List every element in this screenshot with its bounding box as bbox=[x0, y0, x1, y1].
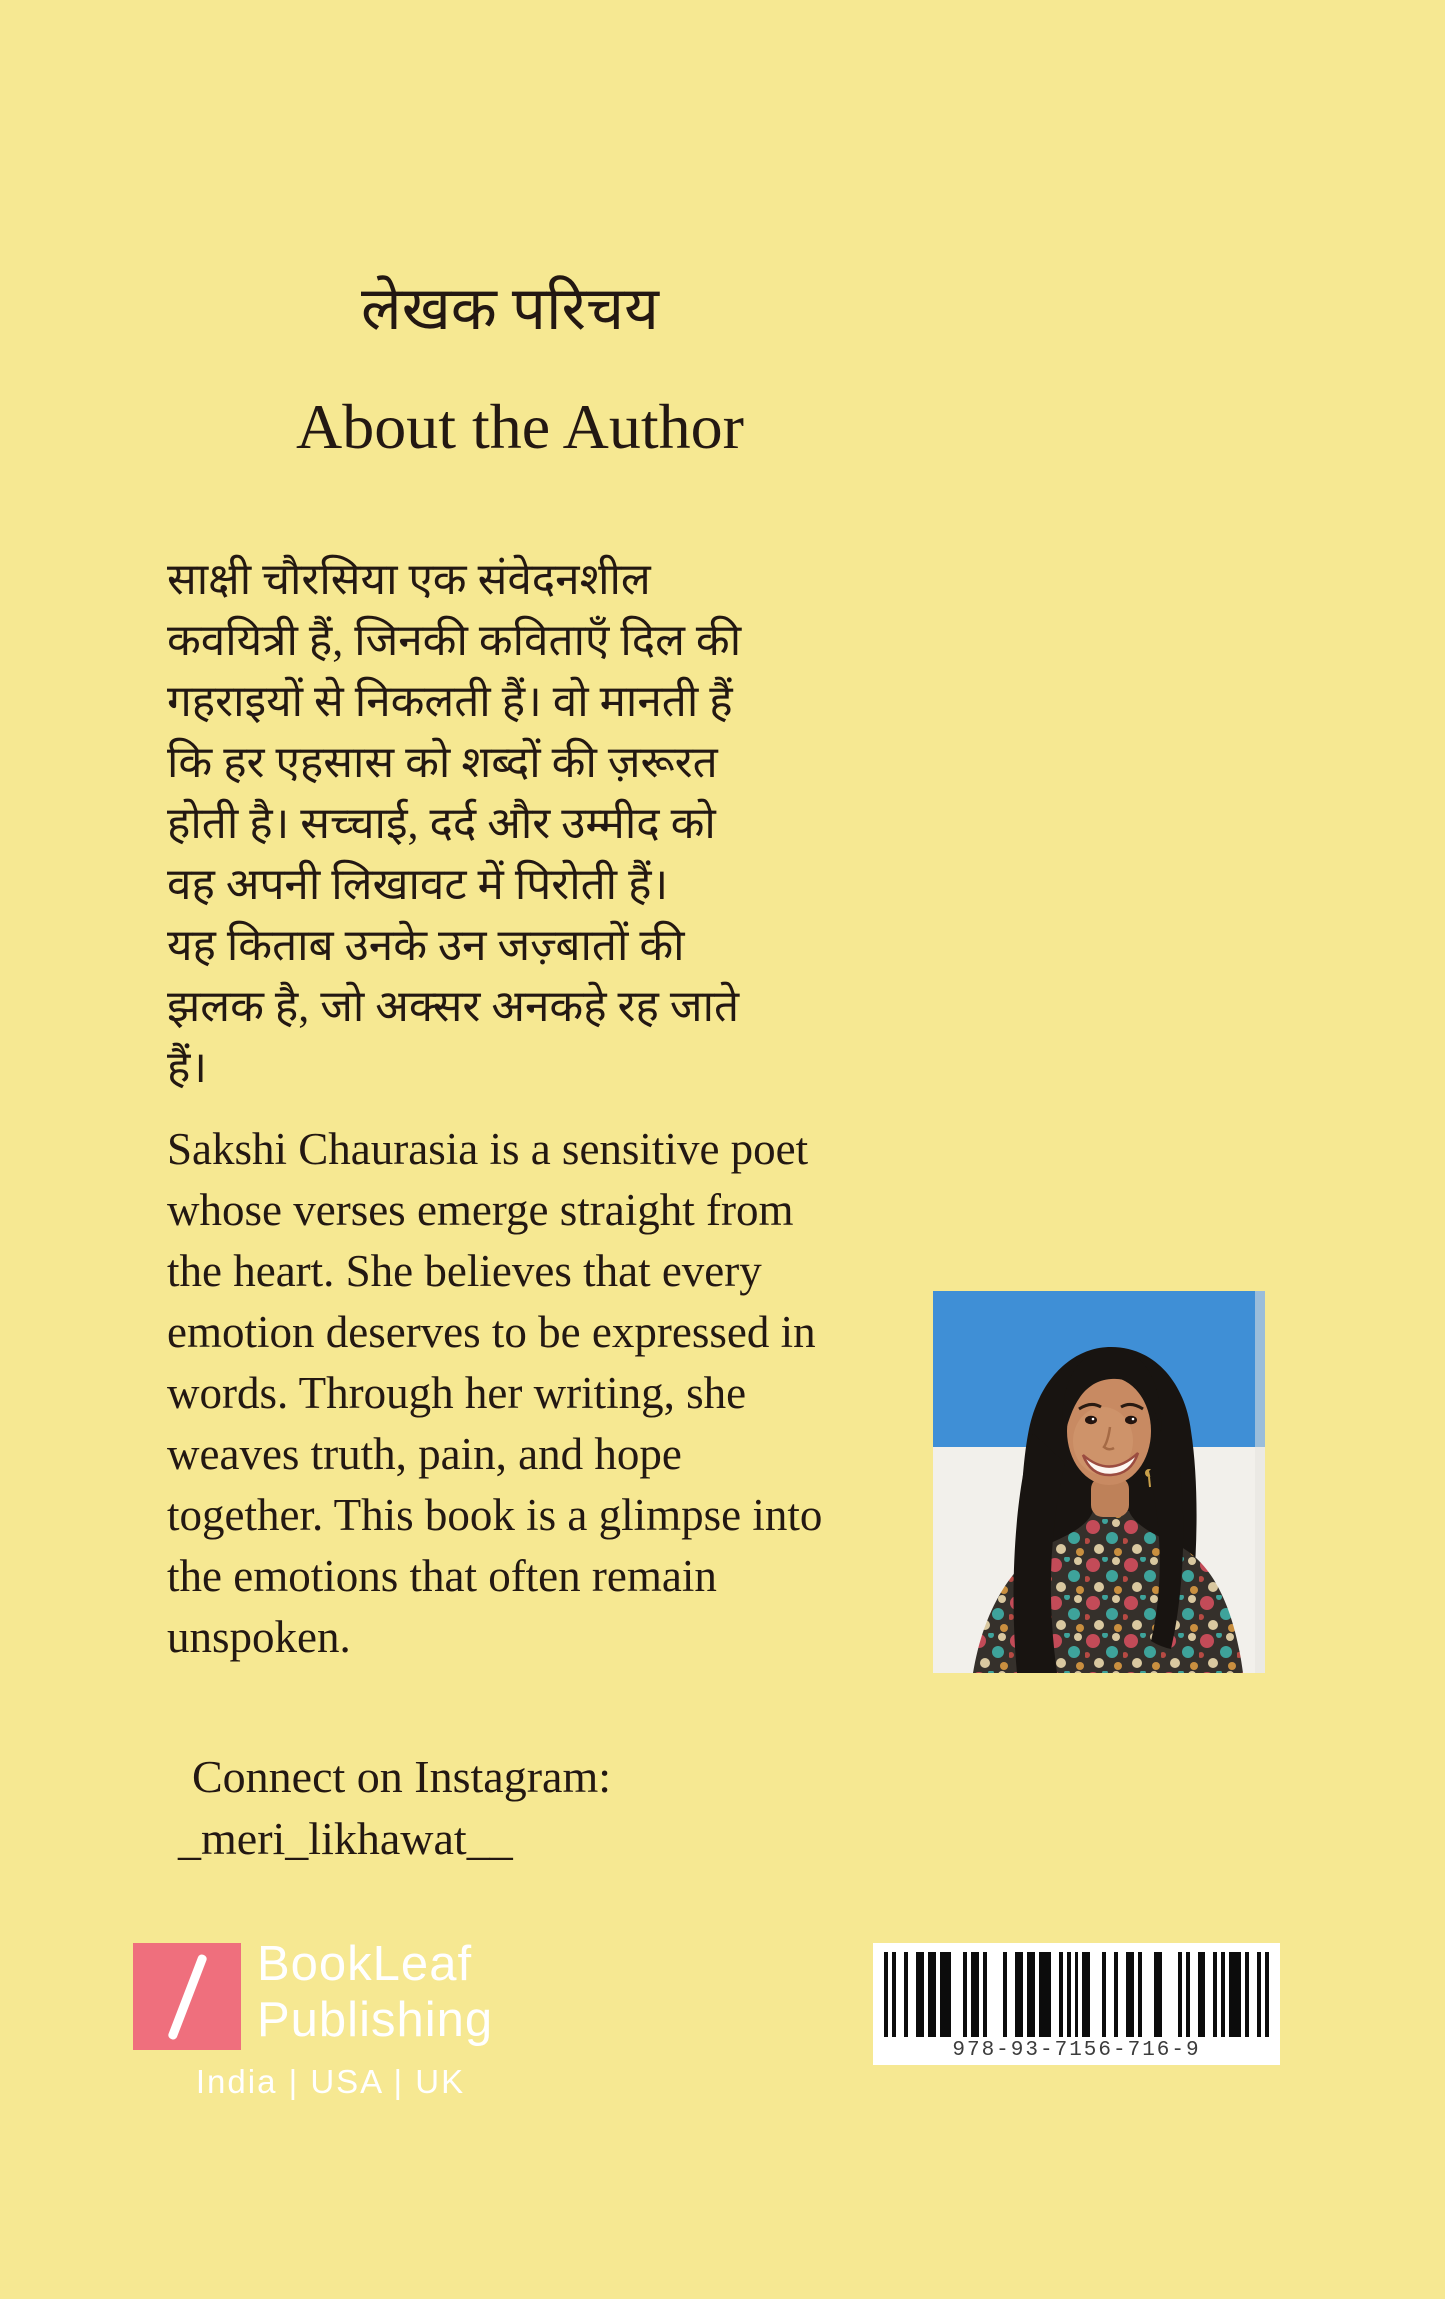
publisher-name bbox=[257, 1936, 493, 2048]
text-line: यह किताब उनके उन जज़्बातों की bbox=[167, 921, 685, 970]
eye bbox=[1085, 1416, 1097, 1424]
text-line: whose verses emerge straight from bbox=[167, 1185, 794, 1235]
text-line: the emotions that often remain bbox=[167, 1551, 717, 1601]
text-line: साक्षी चौरसिया एक संवेदनशील bbox=[167, 555, 651, 604]
author-bio-english bbox=[167, 1119, 967, 1668]
text-line: हैं। bbox=[167, 1043, 208, 1092]
text-line: होती है। सच्चाई, दर्द और उम्मीद को bbox=[167, 799, 716, 848]
page-title-english: About the Author bbox=[296, 391, 744, 462]
text-line: Sakshi Chaurasia is a sensitive poet bbox=[167, 1124, 809, 1174]
eye bbox=[1125, 1416, 1137, 1424]
author-bio-hindi bbox=[167, 549, 967, 1098]
page-title-hindi: लेखक परिचय bbox=[361, 276, 659, 342]
text-line: कि हर एहसास को शब्दों की ज़रूरत bbox=[167, 738, 718, 787]
text-line: the heart. She believes that every bbox=[167, 1246, 762, 1296]
slash-icon bbox=[167, 1953, 208, 2040]
text-line: weaves truth, pain, and hope bbox=[167, 1429, 682, 1479]
instagram-section bbox=[178, 1746, 611, 1870]
barcode-bars bbox=[884, 1952, 1269, 2037]
publisher-name-line1: BookLeaf bbox=[257, 1937, 473, 1991]
barcode-isbn-text: 978-93-7156-716-9 bbox=[952, 2039, 1201, 2062]
text-line: कवयित्री हैं, जिनकी कविताएँ दिल की bbox=[167, 616, 742, 665]
text-line: गहराइयों से निकलती हैं। वो मानती हैं bbox=[167, 677, 733, 726]
text-line: unspoken. bbox=[167, 1612, 351, 1662]
text-line: वह अपनी लिखावट में पिरोती हैं। bbox=[167, 860, 669, 909]
publisher-name-line2: Publishing bbox=[257, 1993, 494, 2047]
text-line: emotion deserves to be expressed in bbox=[167, 1307, 816, 1357]
publisher-logo bbox=[133, 1943, 241, 2050]
text-line: झलक है, जो अक्सर अनकहे रह जाते bbox=[167, 982, 740, 1031]
author-photo bbox=[933, 1291, 1265, 1673]
instagram-handle: _meri_likhawat__ bbox=[178, 1813, 513, 1864]
publisher-regions: India | USA | UK bbox=[195, 2063, 466, 2100]
text-line: together. This book is a glimpse into bbox=[167, 1490, 823, 1540]
instagram-connect-label: Connect on Instagram: bbox=[192, 1751, 612, 1802]
text-line: words. Through her writing, she bbox=[167, 1368, 747, 1418]
isbn-barcode bbox=[873, 1943, 1280, 2065]
